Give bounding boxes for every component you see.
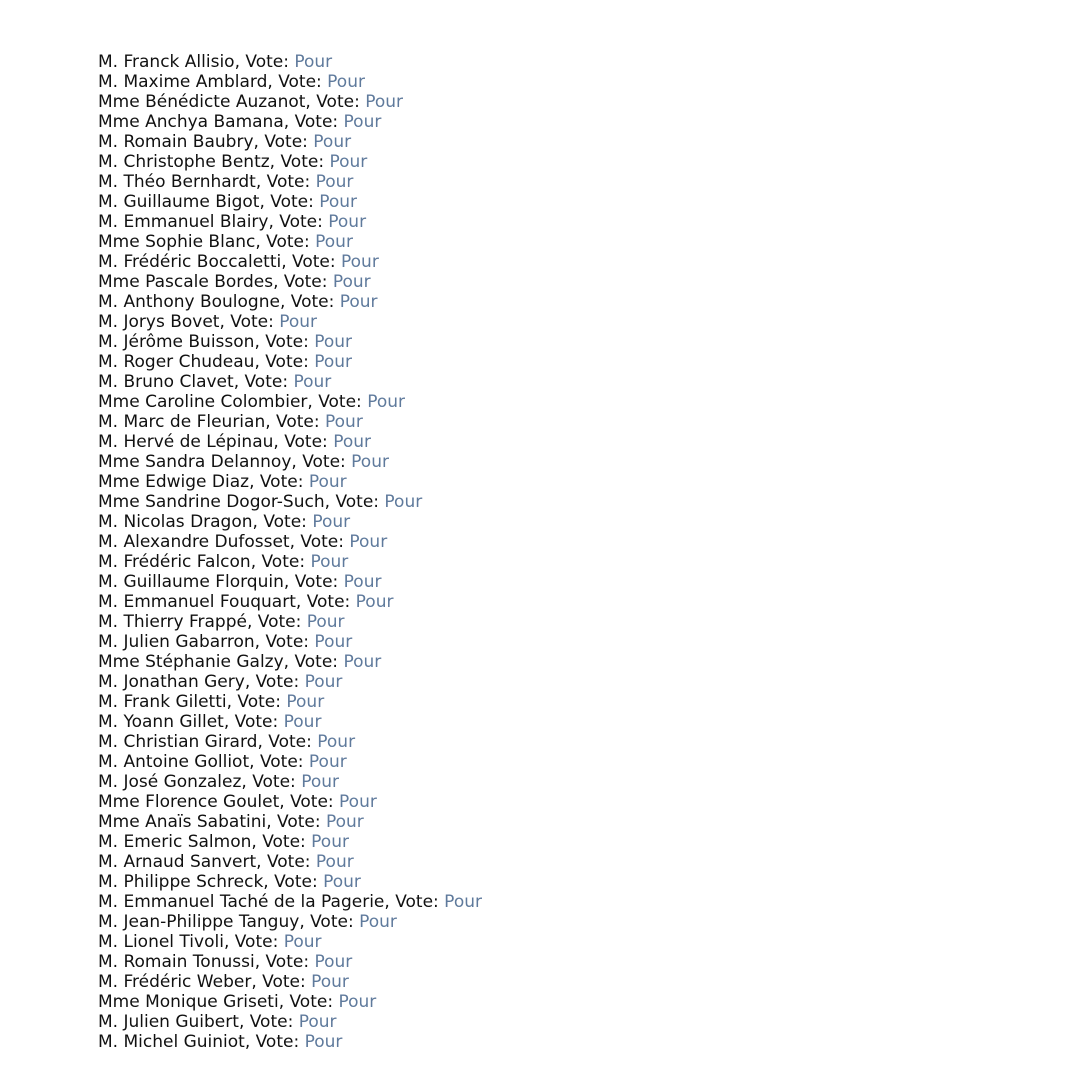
vote-row: M. Christian Girard, Vote: Pour	[98, 732, 356, 752]
deputy-name: M. Nicolas Dragon	[98, 512, 253, 532]
vote-label: Vote:	[316, 92, 360, 112]
vote-label: Vote:	[266, 172, 311, 192]
deputy-name: M. Guillaume Florquin	[98, 572, 284, 592]
vote-value: Pour	[343, 652, 382, 672]
vote-label: Vote:	[237, 692, 281, 712]
deputy-name: M. Yoann Gillet	[98, 712, 224, 732]
vote-label: Vote:	[335, 492, 379, 512]
vote-label: Vote:	[265, 352, 309, 372]
deputy-name: M. Jean-Philippe Tanguy	[98, 912, 300, 932]
deputy-name: M. Philippe Schreck	[98, 872, 264, 892]
deputy-name: M. Emmanuel Taché de la Pagerie	[98, 892, 385, 912]
vote-label: Vote:	[283, 272, 328, 292]
deputy-name: M. Théo Bernhardt	[98, 172, 256, 192]
vote-label: Vote:	[245, 52, 289, 72]
vote-value: Pour	[319, 192, 358, 212]
vote-label: Vote:	[265, 332, 309, 352]
vote-value: Pour	[314, 632, 353, 652]
vote-list	[98, 52, 482, 1052]
vote-label: Vote:	[249, 1012, 294, 1032]
vote-value: Pour	[312, 512, 351, 532]
vote-row: M. Frank Giletti, Vote: Pour	[98, 692, 325, 712]
vote-row: M. Bruno Clavet, Vote: Pour	[98, 372, 332, 392]
vote-row: M. Yoann Gillet, Vote: Pour	[98, 712, 322, 732]
vote-label: Vote:	[280, 152, 325, 172]
deputy-name: Mme Caroline Colombier	[98, 392, 308, 412]
vote-value: Pour	[367, 392, 405, 412]
vote-row: M. Jean-Philippe Tanguy, Vote: Pour	[98, 912, 397, 932]
vote-row: M. Jonathan Gery, Vote: Pour	[98, 672, 343, 692]
deputy-name: M. Bruno Clavet	[98, 372, 234, 392]
vote-label: Vote:	[234, 712, 279, 732]
vote-value: Pour	[293, 372, 332, 392]
vote-row: Mme Anchya Bamana, Vote: Pour	[98, 112, 382, 132]
vote-value: Pour	[332, 272, 371, 292]
deputy-name: Mme Edwige Diaz	[98, 472, 250, 492]
vote-label: Vote:	[244, 372, 289, 392]
deputy-name: M. Guillaume Bigot	[98, 192, 260, 212]
vote-row: Mme Edwige Diaz, Vote: Pour	[98, 472, 347, 492]
vote-label: Vote:	[284, 432, 328, 452]
vote-label: Vote:	[265, 632, 310, 652]
vote-label: Vote:	[255, 672, 300, 692]
vote-value: Pour	[315, 232, 353, 252]
vote-label: Vote:	[306, 592, 351, 612]
vote-row: Mme Monique Griseti, Vote: Pour	[98, 992, 377, 1012]
deputy-name: Mme Florence Goulet	[98, 792, 280, 812]
vote-label: Vote:	[318, 392, 362, 412]
vote-value: Pour	[315, 172, 354, 192]
vote-row: M. Emeric Salmon, Vote: Pour	[98, 832, 349, 852]
vote-row: M. Antoine Golliot, Vote: Pour	[98, 752, 347, 772]
vote-label: Vote:	[262, 832, 306, 852]
vote-label: Vote:	[395, 892, 439, 912]
deputy-name: M. Marc de Fleurian	[98, 412, 266, 432]
vote-row: M. Frédéric Falcon, Vote: Pour	[98, 552, 349, 572]
vote-row: M. Jérôme Buisson, Vote: Pour	[98, 332, 353, 352]
vote-label: Vote:	[294, 652, 339, 672]
vote-label: Vote:	[289, 992, 334, 1012]
deputy-name: Mme Sophie Blanc	[98, 232, 256, 252]
deputy-name: Mme Monique Griseti	[98, 992, 279, 1012]
vote-value: Pour	[339, 792, 377, 812]
vote-row: M. Julien Gabarron, Vote: Pour	[98, 632, 353, 652]
deputy-name: Mme Pascale Bordes	[98, 272, 274, 292]
deputy-name: Mme Stéphanie Galzy	[98, 652, 284, 672]
vote-value: Pour	[298, 1012, 337, 1032]
vote-row: Mme Anaïs Sabatini, Vote: Pour	[98, 812, 364, 832]
vote-row: M. Franck Allisio, Vote: Pour	[98, 52, 333, 72]
vote-label: Vote:	[259, 472, 304, 492]
vote-label: Vote:	[265, 952, 310, 972]
vote-row: M. Marc de Fleurian, Vote: Pour	[98, 412, 363, 432]
vote-row: Mme Sophie Blanc, Vote: Pour	[98, 232, 353, 252]
vote-row: Mme Stéphanie Galzy, Vote: Pour	[98, 652, 382, 672]
vote-value: Pour	[444, 892, 482, 912]
vote-value: Pour	[286, 692, 325, 712]
vote-value: Pour	[279, 312, 318, 332]
vote-label: Vote:	[302, 452, 346, 472]
vote-value: Pour	[306, 612, 345, 632]
vote-row: M. Guillaume Bigot, Vote: Pour	[98, 192, 358, 212]
vote-value: Pour	[355, 592, 394, 612]
vote-value: Pour	[325, 812, 364, 832]
vote-label: Vote:	[264, 132, 308, 152]
vote-row: M. Philippe Schreck, Vote: Pour	[98, 872, 361, 892]
vote-row: M. Guillaume Florquin, Vote: Pour	[98, 572, 382, 592]
vote-row: M. Maxime Amblard, Vote: Pour	[98, 72, 365, 92]
deputy-name: M. Emmanuel Fouquart	[98, 592, 296, 612]
vote-row: M. Arnaud Sanvert, Vote: Pour	[98, 852, 354, 872]
vote-value: Pour	[359, 912, 397, 932]
vote-row: Mme Bénédicte Auzanot, Vote: Pour	[98, 92, 404, 112]
deputy-name: M. José Gonzalez	[98, 772, 242, 792]
deputy-name: M. Michel Guiniot	[98, 1032, 245, 1052]
vote-row: Mme Caroline Colombier, Vote: Pour	[98, 392, 405, 412]
vote-value: Pour	[283, 932, 322, 952]
vote-value: Pour	[310, 552, 349, 572]
vote-value: Pour	[325, 412, 363, 432]
deputy-name: M. Frédéric Weber	[98, 972, 252, 992]
vote-label: Vote:	[292, 252, 336, 272]
vote-label: Vote:	[255, 1032, 300, 1052]
vote-row: M. Emmanuel Blairy, Vote: Pour	[98, 212, 367, 232]
vote-label: Vote:	[268, 732, 312, 752]
vote-row: M. Lionel Tivoli, Vote: Pour	[98, 932, 322, 952]
vote-value: Pour	[317, 732, 356, 752]
vote-row: M. Alexandre Dufosset, Vote: Pour	[98, 532, 388, 552]
deputy-name: M. Jorys Bovet	[98, 312, 220, 332]
vote-row: M. Roger Chudeau, Vote: Pour	[98, 352, 353, 372]
deputy-name: M. Julien Gabarron	[98, 632, 255, 652]
vote-row: M. Romain Tonussi, Vote: Pour	[98, 952, 353, 972]
vote-label: Vote:	[274, 872, 318, 892]
vote-row: Mme Sandrine Dogor-Such, Vote: Pour	[98, 492, 423, 512]
deputy-name: M. Christian Girard	[98, 732, 258, 752]
vote-row: M. José Gonzalez, Vote: Pour	[98, 772, 339, 792]
vote-row: M. Nicolas Dragon, Vote: Pour	[98, 512, 351, 532]
vote-value: Pour	[314, 952, 353, 972]
vote-label: Vote:	[266, 852, 311, 872]
vote-value: Pour	[328, 212, 367, 232]
deputy-name: M. Frédéric Boccaletti	[98, 252, 282, 272]
vote-label: Vote:	[263, 512, 307, 532]
vote-value: Pour	[315, 852, 354, 872]
vote-value: Pour	[338, 992, 377, 1012]
vote-value: Pour	[327, 72, 365, 92]
vote-label: Vote:	[294, 112, 339, 132]
vote-label: Vote:	[257, 612, 302, 632]
vote-label: Vote:	[294, 572, 339, 592]
vote-row: M. Théo Bernhardt, Vote: Pour	[98, 172, 354, 192]
deputy-name: M. Jonathan Gery	[98, 672, 245, 692]
vote-value: Pour	[294, 52, 333, 72]
vote-value: Pour	[301, 772, 339, 792]
vote-value: Pour	[365, 92, 404, 112]
deputy-name: M. Maxime Amblard	[98, 72, 268, 92]
deputy-name: M. Frédéric Falcon	[98, 552, 251, 572]
vote-label: Vote:	[234, 932, 279, 952]
vote-row: M. Anthony Boulogne, Vote: Pour	[98, 292, 378, 312]
vote-value: Pour	[343, 572, 382, 592]
vote-row: M. Christophe Bentz, Vote: Pour	[98, 152, 368, 172]
deputy-name: M. Anthony Boulogne	[98, 292, 280, 312]
deputy-name: M. Roger Chudeau	[98, 352, 255, 372]
vote-value: Pour	[349, 532, 388, 552]
vote-label: Vote:	[261, 552, 306, 572]
deputy-name: M. Thierry Frappé	[98, 612, 247, 632]
vote-label: Vote:	[310, 912, 354, 932]
vote-label: Vote:	[300, 532, 344, 552]
vote-value: Pour	[314, 352, 353, 372]
vote-row: M. Emmanuel Fouquart, Vote: Pour	[98, 592, 394, 612]
vote-row: M. Frédéric Weber, Vote: Pour	[98, 972, 349, 992]
vote-value: Pour	[283, 712, 322, 732]
vote-row: M. Julien Guibert, Vote: Pour	[98, 1012, 337, 1032]
vote-label: Vote:	[278, 72, 322, 92]
vote-value: Pour	[384, 492, 423, 512]
vote-value: Pour	[304, 1032, 343, 1052]
vote-value: Pour	[308, 472, 347, 492]
vote-label: Vote:	[252, 772, 296, 792]
vote-value: Pour	[351, 452, 389, 472]
deputy-name: M. Julien Guibert	[98, 1012, 239, 1032]
deputy-name: M. Arnaud Sanvert	[98, 852, 257, 872]
vote-value: Pour	[339, 292, 378, 312]
vote-label: Vote:	[290, 792, 334, 812]
deputy-name: Mme Anaïs Sabatini	[98, 812, 267, 832]
deputy-name: M. Frank Giletti	[98, 692, 227, 712]
deputy-name: M. Antoine Golliot	[98, 752, 250, 772]
vote-value: Pour	[313, 132, 352, 152]
vote-label: Vote:	[277, 812, 321, 832]
deputy-name: M. Franck Allisio	[98, 52, 235, 72]
vote-label: Vote:	[279, 212, 323, 232]
vote-row: Mme Sandra Delannoy, Vote: Pour	[98, 452, 389, 472]
vote-label: Vote:	[276, 412, 320, 432]
deputy-name: M. Lionel Tivoli	[98, 932, 224, 952]
deputy-name: Mme Sandrine Dogor-Such	[98, 492, 325, 512]
deputy-name: Mme Sandra Delannoy	[98, 452, 292, 472]
vote-row: M. Emmanuel Taché de la Pagerie, Vote: Pour	[98, 892, 482, 912]
deputy-name: M. Emmanuel Blairy	[98, 212, 269, 232]
vote-row: M. Hervé de Lépinau, Vote: Pour	[98, 432, 371, 452]
vote-row: M. Michel Guiniot, Vote: Pour	[98, 1032, 343, 1052]
vote-row: M. Frédéric Boccaletti, Vote: Pour	[98, 252, 379, 272]
vote-row: M. Jorys Bovet, Vote: Pour	[98, 312, 318, 332]
deputy-name: M. Romain Baubry	[98, 132, 254, 152]
vote-value: Pour	[343, 112, 382, 132]
vote-label: Vote:	[262, 972, 306, 992]
vote-value: Pour	[329, 152, 368, 172]
deputy-name: M. Hervé de Lépinau	[98, 432, 274, 452]
vote-row: M. Thierry Frappé, Vote: Pour	[98, 612, 345, 632]
vote-label: Vote:	[230, 312, 274, 332]
vote-row: M. Romain Baubry, Vote: Pour	[98, 132, 352, 152]
vote-value: Pour	[308, 752, 347, 772]
vote-row: Mme Pascale Bordes, Vote: Pour	[98, 272, 371, 292]
vote-value: Pour	[304, 672, 343, 692]
vote-value: Pour	[323, 872, 361, 892]
vote-label: Vote:	[290, 292, 335, 312]
vote-value: Pour	[333, 432, 371, 452]
vote-value: Pour	[311, 972, 349, 992]
vote-row: Mme Florence Goulet, Vote: Pour	[98, 792, 377, 812]
vote-label: Vote:	[270, 192, 314, 212]
deputy-name: M. Christophe Bentz	[98, 152, 270, 172]
vote-value: Pour	[314, 332, 353, 352]
deputy-name: M. Jérôme Buisson	[98, 332, 255, 352]
vote-value: Pour	[311, 832, 349, 852]
deputy-name: M. Romain Tonussi	[98, 952, 255, 972]
vote-label: Vote:	[259, 752, 304, 772]
deputy-name: Mme Anchya Bamana	[98, 112, 284, 132]
vote-label: Vote:	[266, 232, 310, 252]
deputy-name: M. Emeric Salmon	[98, 832, 252, 852]
vote-value: Pour	[341, 252, 379, 272]
deputy-name: M. Alexandre Dufosset	[98, 532, 290, 552]
deputy-name: Mme Bénédicte Auzanot	[98, 92, 306, 112]
